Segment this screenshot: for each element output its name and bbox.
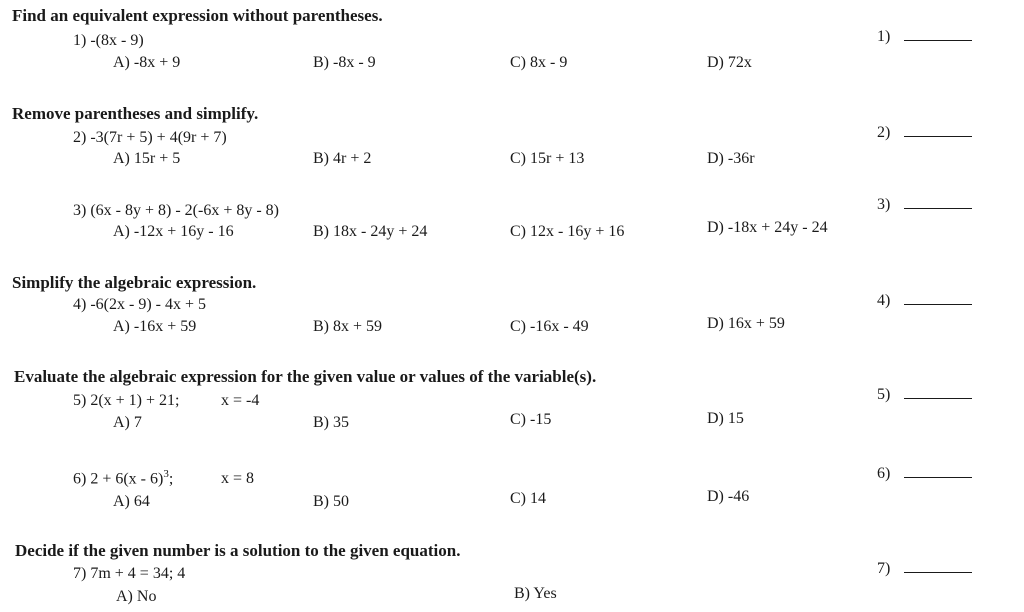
q1-choice-a: A) -8x + 9: [113, 54, 181, 71]
q4-choice-b: B) 8x + 59: [313, 318, 383, 335]
question-1-stem: 1) -(8x - 9): [73, 32, 144, 49]
q6-choice-d: D) -46: [707, 488, 750, 505]
q3-answer-blank[interactable]: [904, 207, 972, 209]
q1-answer-label: 1): [877, 28, 891, 45]
q1-answer-blank[interactable]: [904, 39, 972, 41]
q5-variable: x = -4: [221, 392, 260, 409]
q4-answer-blank[interactable]: [904, 303, 972, 305]
question-4-stem: 4) -6(2x - 9) - 4x + 5: [73, 296, 206, 313]
q3-answer-slot: [877, 196, 972, 214]
q4-answer-label: 4): [877, 292, 891, 309]
q6-stem-exponent: 3: [163, 468, 169, 480]
q6-variable: x = 8: [221, 470, 255, 487]
q3-choice-a: A) -12x + 16y - 16: [113, 223, 234, 240]
q2-choice-a: A) 15r + 5: [113, 150, 181, 167]
q6-answer-blank[interactable]: [904, 476, 972, 478]
q1-answer-slot: [877, 28, 972, 46]
q2-choice-d: D) -36r: [707, 150, 755, 167]
q4-choice-d: D) 16x + 59: [707, 315, 785, 332]
q6-choice-c: C) 14: [510, 490, 546, 507]
q2-answer-blank[interactable]: [904, 135, 972, 137]
q4-choice-a: A) -16x + 59: [113, 318, 197, 335]
q4-choice-c: C) -16x - 49: [510, 318, 589, 335]
section-heading-4: Evaluate the algebraic expression for the given value or values of the variable(s).: [14, 367, 597, 386]
section-heading-1: Find an equivalent expression without parentheses.: [12, 6, 383, 25]
q7-answer-label: 7): [877, 560, 891, 577]
q2-answer-slot: [877, 124, 972, 142]
q4-answer-slot: [877, 292, 972, 310]
q6-answer-slot: [877, 465, 972, 483]
question-5-stem: 5) 2(x + 1) + 21;: [73, 392, 180, 409]
q1-choice-c: C) 8x - 9: [510, 54, 568, 71]
q6-answer-label: 6): [877, 465, 891, 482]
section-heading-3: Simplify the algebraic expression.: [12, 273, 257, 292]
q6-stem-base: 6) 2 + 6(x - 6): [73, 470, 164, 488]
q2-choice-b: B) 4r + 2: [313, 150, 372, 167]
q6-choice-b: B) 50: [313, 493, 349, 510]
q7-choice-a: A) No: [116, 588, 157, 605]
section-heading-2: Remove parentheses and simplify.: [12, 104, 259, 123]
q7-choice-b: B) Yes: [514, 585, 557, 602]
q5-answer-slot: [877, 386, 972, 404]
q1-choice-b: B) -8x - 9: [313, 54, 376, 71]
question-3-stem: 3) (6x - 8y + 8) - 2(-6x + 8y - 8): [73, 202, 279, 219]
q6-stem-tail: ;: [168, 470, 174, 488]
q5-choice-a: A) 7: [113, 414, 142, 431]
q3-choice-d: D) -18x + 24y - 24: [707, 219, 828, 236]
question-6-stem: [73, 468, 173, 488]
q3-answer-label: 3): [877, 196, 891, 213]
q5-answer-label: 5): [877, 386, 891, 403]
q2-answer-label: 2): [877, 124, 891, 141]
q7-answer-blank[interactable]: [904, 571, 972, 573]
question-7-stem: 7) 7m + 4 = 34; 4: [73, 565, 186, 582]
q3-choice-c: C) 12x - 16y + 16: [510, 223, 625, 240]
q5-choice-c: C) -15: [510, 411, 552, 428]
q7-answer-slot: [877, 560, 972, 578]
q2-choice-c: C) 15r + 13: [510, 150, 585, 167]
q3-choice-b: B) 18x - 24y + 24: [313, 223, 428, 240]
q6-choice-a: A) 64: [113, 493, 150, 510]
q5-choice-b: B) 35: [313, 414, 349, 431]
q1-choice-d: D) 72x: [707, 54, 752, 71]
question-2-stem: 2) -3(7r + 5) + 4(9r + 7): [73, 129, 227, 146]
q5-choice-d: D) 15: [707, 410, 744, 427]
q5-answer-blank[interactable]: [904, 397, 972, 399]
section-heading-5: Decide if the given number is a solution to the given equation.: [15, 541, 461, 560]
